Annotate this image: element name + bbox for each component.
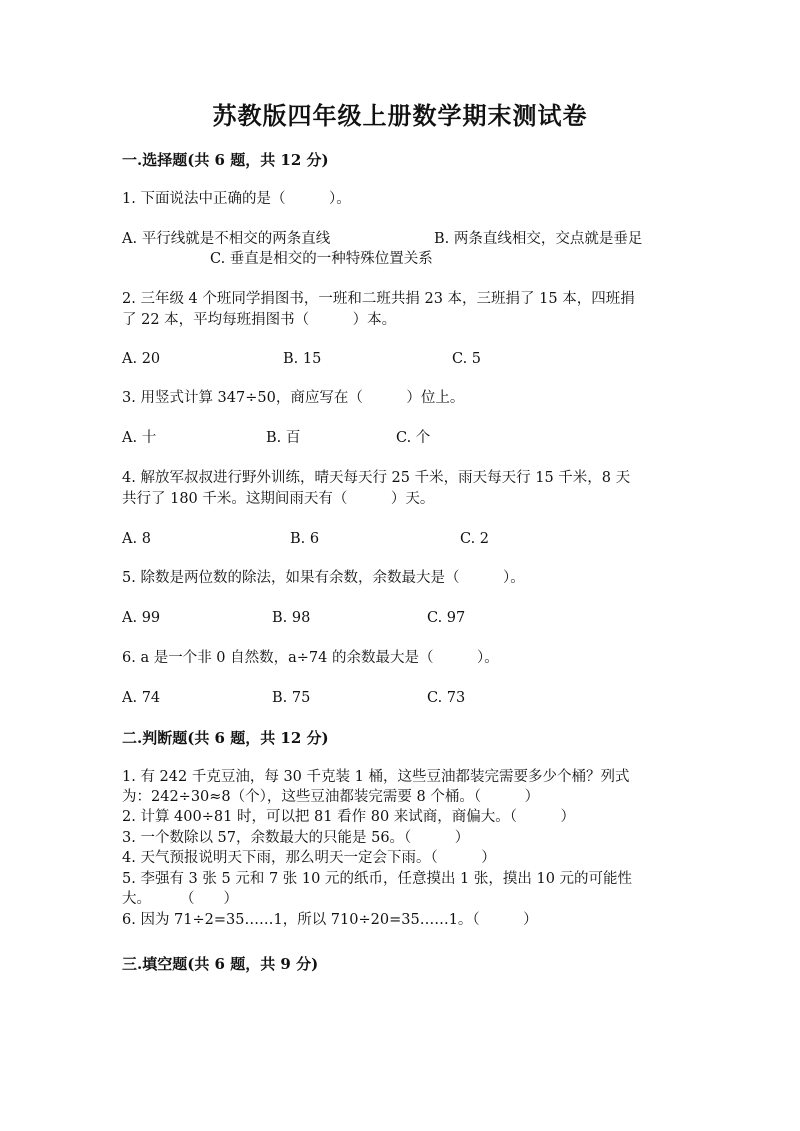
judgment-line: 1. 有 242 千克豆油，每 30 千克装 1 桶，这些豆油都装完需要多少个桶？列式 — [122, 769, 630, 785]
section-heading-choice: 一.选择题(共 6 题，共 12 分) — [122, 151, 329, 169]
question-option: C. 个 — [396, 430, 431, 446]
question-option: A. 99 — [122, 610, 161, 626]
judgment-line: 大。 （ ） — [122, 891, 238, 907]
question-text: 6. a 是一个非 0 自然数，a÷74 的余数最大是（ ）。 — [122, 650, 499, 666]
question-option: A. 十 — [122, 430, 157, 446]
question-text: 1. 下面说法中正确的是（ ）。 — [122, 191, 351, 207]
question-option: A. 8 — [122, 531, 151, 547]
question-text: 3. 用竖式计算 347÷50，商应写在（ ）位上。 — [122, 390, 465, 406]
question-option: C. 垂直是相交的一种特殊位置关系 — [210, 251, 433, 267]
question-option: B. 98 — [272, 610, 311, 626]
question-text: 2. 三年级 4 个班同学捐图书，一班和二班共捐 23 本，三班捐了 15 本，四班捐 — [122, 291, 635, 307]
judgment-line: 3. 一个数除以 57，余数最大的只能是 56。（ ） — [122, 830, 470, 846]
question-option: B. 百 — [266, 430, 301, 446]
question-text: 4. 解放军叔叔进行野外训练，晴天每天行 25 千米，雨天每天行 15 千米，8 天 — [122, 470, 631, 486]
question-option: A. 74 — [122, 690, 161, 706]
question-option: A. 平行线就是不相交的两条直线 — [122, 231, 331, 247]
question-option: A. 20 — [122, 351, 161, 367]
judgment-line: 2. 计算 400÷81 时，可以把 81 看作 80 来试商，商偏大。（ ） — [122, 809, 576, 825]
judgment-line: 4. 天气预报说明天下雨，那么明天一定会下雨。（ ） — [122, 850, 496, 866]
section-heading-fill-blank: 三.填空题(共 6 题，共 9 分) — [122, 955, 319, 973]
judgment-line: 6. 因为 71÷2=35……1，所以 710÷20=35……1。（ ） — [122, 912, 538, 928]
question-option: C. 5 — [452, 351, 482, 367]
question-text: 5. 除数是两位数的除法，如果有余数，余数最大是（ ）。 — [122, 570, 525, 586]
question-option: C. 73 — [427, 690, 466, 706]
question-text: 了 22 本，平均每班捐图书（ ）本。 — [122, 312, 397, 328]
page-title: 苏教版四年级上册数学期末测试卷 — [212, 101, 588, 130]
question-text: 共行了 180 千米。这期间雨天有（ ）天。 — [122, 491, 435, 507]
judgment-line: 5. 李强有 3 张 5 元和 7 张 10 元的纸币，任意摸出 1 张，摸出 10 元的可能性 — [122, 871, 633, 887]
question-option: B. 6 — [290, 531, 320, 547]
question-option: C. 2 — [460, 531, 490, 547]
question-option: B. 两条直线相交，交点就是垂足 — [434, 231, 643, 247]
question-option: B. 75 — [272, 690, 311, 706]
question-option: B. 15 — [283, 351, 322, 367]
section-heading-true-false: 二.判断题(共 6 题，共 12 分) — [122, 729, 329, 747]
question-option: C. 97 — [427, 610, 466, 626]
judgment-line: 为：242÷30≈8（个），这些豆油都装完需要 8 个桶。（ ） — [122, 789, 540, 805]
